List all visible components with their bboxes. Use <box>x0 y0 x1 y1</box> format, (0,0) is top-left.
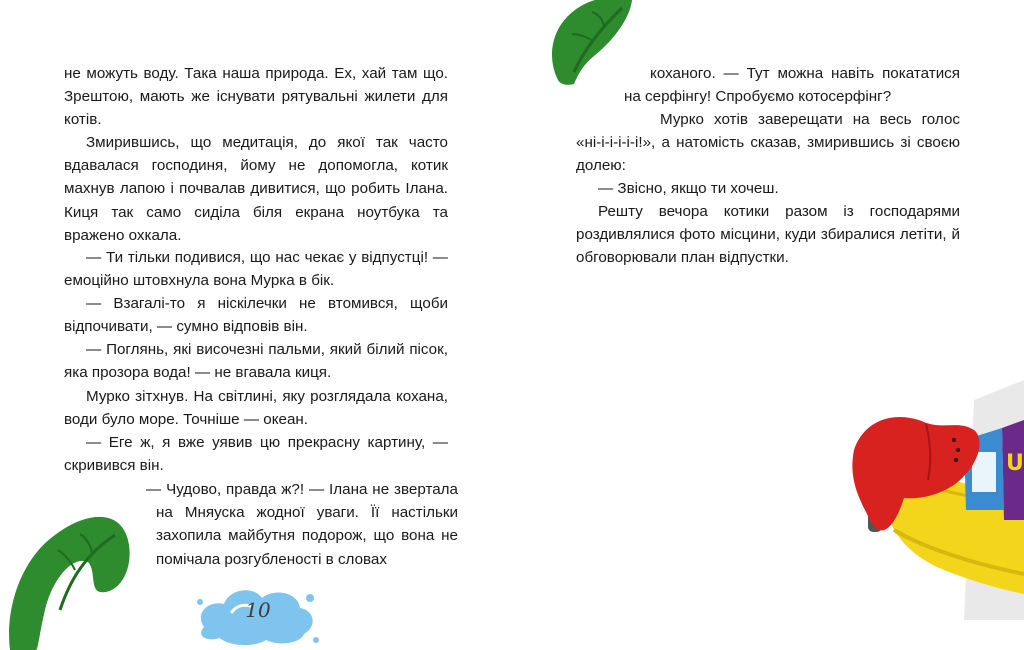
paragraph: коханого. — Тут можна навіть покататися на серфінгу! Спробуємо котосерфінг? <box>624 65 960 106</box>
paragraph: — Чудово, правда ж?! — Ілана не звертала на Мняуска жодної уваги. Її настільки захопила майбутня подорож, що вона не помічала розгубленості в словах <box>146 481 458 568</box>
leaf-icon <box>544 0 634 85</box>
paragraph: Мурко хотів заверещати на весь голос «ні-і-і-і-і-і!», а натомість сказав, змирившись зі своєю долею: <box>576 111 960 175</box>
page-number: 10 <box>245 598 271 622</box>
paragraph: Змирившись, що медитація, до якої так часто вдавалася господиня, йому не допомогла, котик махнув лапою і почвалав дивитися, що робить Ілана. Киця так само сиділа біля екрана ноутбука та вражено охкала. <box>64 134 448 244</box>
paragraph: Мурко зітхнув. На світлині, яку розглядала кохана, води було море. Точніше — океан. <box>64 388 448 429</box>
paragraph: Решту вечора котики разом із господарями роздивлялися фото місцини, куди збиралися летіти, й обговорювали план відпустки. <box>576 203 960 267</box>
paragraph: не можуть воду. Така наша природа. Ех, хай там що. Зрештою, мають же існувати рятувальні жилети для котів. <box>64 65 448 129</box>
right-page <box>512 0 1024 647</box>
paragraph: — Звісно, якщо ти хочеш. <box>598 180 779 197</box>
svg-text:U: U <box>1006 451 1024 476</box>
paragraph: — Ти тільки подивися, що нас чекає у відпустці! — емоційно штовхнула вона Мурка в бік. <box>64 249 448 290</box>
paragraph: — Взагалі-то я ніскілечки не втомився, щоби відпочивати, — сумно відповів він. <box>64 295 448 336</box>
leaf-icon <box>0 500 140 650</box>
suitcase-icon <box>854 380 1024 620</box>
left-page <box>0 0 512 647</box>
paragraph: — Еге ж, я вже уявив цю прекрасну картину, — скривився він. <box>64 434 448 475</box>
paragraph: — Поглянь, які височезні пальми, який білий пісок, яка прозора вода! — не вгавала киця. <box>64 341 448 382</box>
